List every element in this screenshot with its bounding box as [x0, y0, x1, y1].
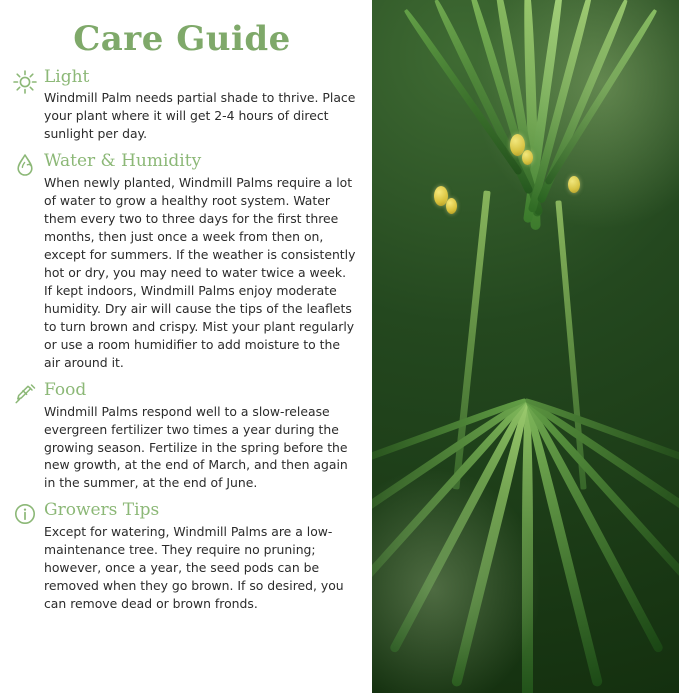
section-tips-heading: Growers Tips [44, 500, 160, 521]
sun-icon [10, 68, 40, 98]
section-water-body: When newly planted, Windmill Palms require a lot of water to grow a healthy root system. Water them every two to three days for the first three months, then just once a week from then on, except for summers. If the weather is consistently hot or dry, you may need to water twice a week. If kept indoors, Windmill Palms enjoy moderate humidity. Dry air will cause the tips of the leaflets to turn brown and crispy. Mist your plant regularly or use a room humidifier to add moisture to the air around it. [44, 175, 356, 370]
section-light-heading: Light [44, 66, 90, 87]
section-light [8, 68, 356, 144]
section-growers-tips [8, 501, 356, 613]
fertilizer-syringe-icon [10, 381, 40, 411]
windmill-palm-photo [372, 0, 679, 693]
section-tips-body: Except for watering, Windmill Palms are a low-maintenance tree. They require no pruning; however, once a year, the seed pods can be removed when they go brown. If so desired, you can remove dead or brown fronds. [44, 524, 344, 612]
section-food [8, 381, 356, 493]
section-water-heading: Water & Humidity [44, 151, 202, 172]
water-drop-icon [10, 152, 40, 182]
section-light-body: Windmill Palm needs partial shade to thrive. Place your plant where it will get 2-4 hours of direct sunlight per day. [44, 90, 356, 142]
page-title: Care Guide [73, 19, 291, 59]
section-food-heading: Food [44, 379, 87, 400]
photo-highlight [372, 0, 679, 693]
section-water-humidity [8, 152, 356, 372]
section-food-body: Windmill Palms respond well to a slow-release evergreen fertilizer two times a year during the growing season. Fertilize in the spring before the new growth, at the end of March, and then again in the summer, at the end of June. [44, 403, 348, 491]
info-circle-icon [10, 501, 40, 531]
